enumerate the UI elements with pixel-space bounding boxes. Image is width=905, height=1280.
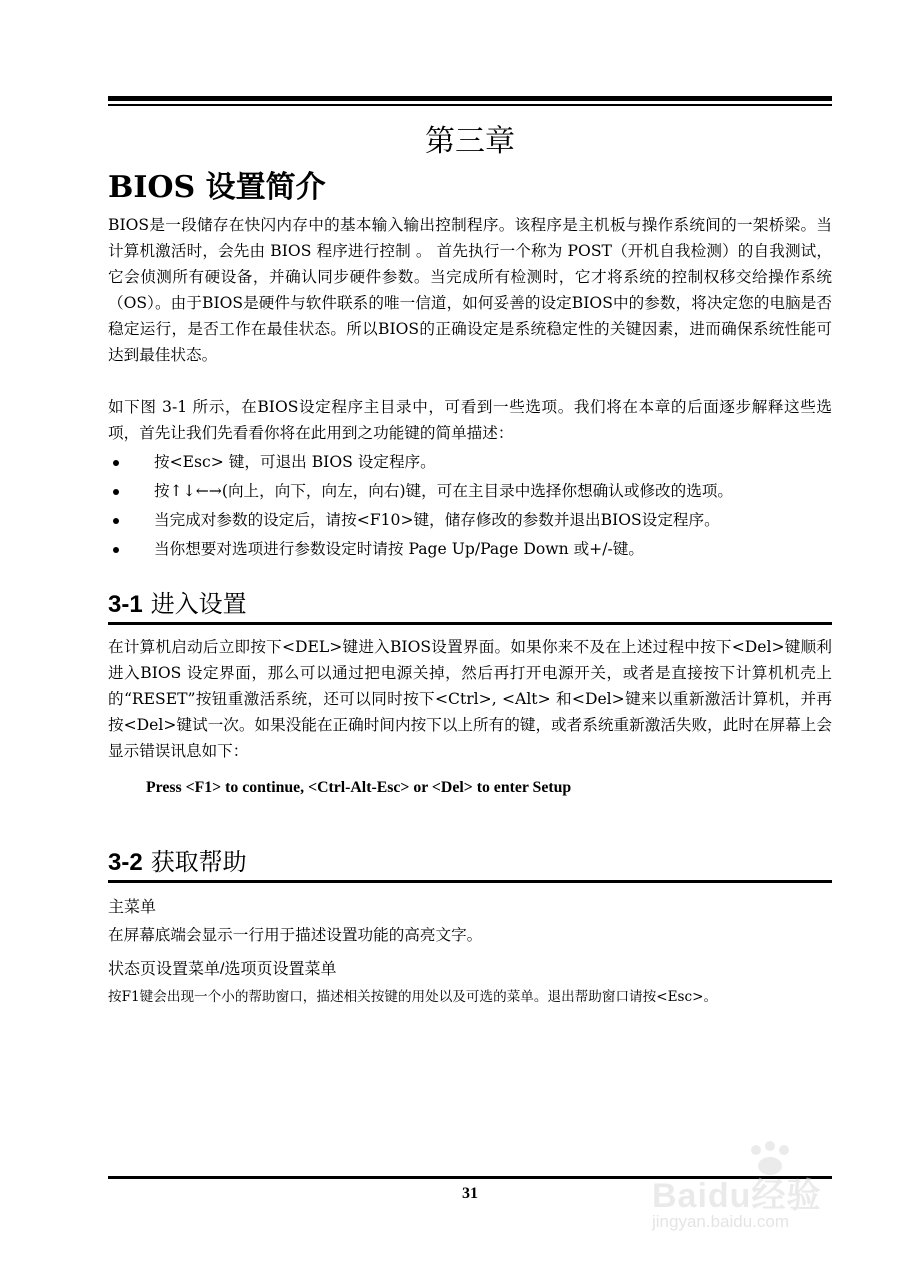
- watermark-logo: Baidu经验: [652, 1177, 822, 1215]
- status-menu-description: 按F1键会出现一个小的帮助窗口，描述相关按键的用处以及可选的菜单。退出帮助窗口请按<Esc>。: [108, 989, 718, 1005]
- section-title: 获取帮助: [150, 849, 247, 876]
- header-rule-thin: [108, 104, 832, 106]
- list-item: 当完成对参数的设定后，请按<F10>键，储存修改的参数并退出BIOS设定程序。: [108, 506, 832, 535]
- header-rule-thick: [108, 96, 832, 101]
- bullet-icon: [113, 460, 119, 466]
- section-heading-3-1: [108, 588, 832, 625]
- watermark-url: jingyan.baidu.com: [652, 1212, 790, 1231]
- page-number: 31: [462, 1185, 478, 1202]
- bullet-icon: [113, 518, 119, 524]
- subheading-main-menu: 主菜单: [108, 899, 157, 916]
- error-message: Press <F1> to continue, <Ctrl-Alt-Esc> or <Del> to enter Setup: [146, 779, 572, 796]
- main-menu-description: 在屏幕底端会显示一行用于描述设置功能的高亮文字。: [108, 926, 483, 944]
- bullet-icon: [113, 489, 119, 495]
- bullet-icon: [113, 547, 119, 553]
- section-number: 3-2: [108, 849, 143, 876]
- section1-paragraph: 在计算机启动后立即按下<DEL>键进入BIOS设置界面。如果你来不及在上述过程中按下<Del>键顺利进入BIOS 设定界面，那么可以通过把电源关掉，然后再打开电源开关，或者是直接按下计算机机壳上的“RESET”按钮重激活系统，还可以同时按下<Ctrl>, <Alt> 和<Del>键来以重新激活计算机，并再按<Del>键试一次。如果没能在正确时间内按下以上所有的键，或者系统重新激活失败，此时在屏幕上会显示错误讯息如下：: [108, 638, 832, 760]
- subheading-status-page-menu: 状态页设置菜单/选项页设置菜单: [108, 961, 337, 978]
- list-item: 按<Esc> 键，可退出 BIOS 设定程序。: [108, 448, 832, 477]
- section-title: 进入设置: [150, 591, 247, 618]
- list-item: 当你想要对选项进行参数设定时请按 Page Up/Page Down 或+/-键。: [108, 535, 832, 564]
- baidu-watermark: [640, 1140, 860, 1230]
- key-list: [108, 448, 832, 564]
- intro-paragraph-1: BIOS是一段储存在快闪内存中的基本输入输出控制程序。该程序是主机板与操作系统间的一架桥梁。当计算机激活时，会先由 BIOS 程序进行控制 。 首先执行一个称为 POST（开机自我检测）的自我测试，它会侦测所有硬设备，并确认同步硬件参数。当完成所有检测时，它才将系统的控制权移交给操作系统（OS）。由于BIOS是硬件与软件联系的唯一信道，如何妥善的设定BIOS中的参数，将决定您的电脑是否稳定运行，是否工作在最佳状态。所以BIOS的正确设定是系统稳定性的关键因素，进而确保系统性能可达到最佳状态。: [108, 216, 832, 364]
- section-heading-3-2: [108, 846, 832, 883]
- list-item: 按↑↓←→(向上，向下，向左，向右)键，可在主目录中选择你想确认或修改的选项。: [108, 477, 832, 506]
- page-heading: BIOS 设置简介: [108, 170, 326, 205]
- section-number: 3-1: [108, 591, 143, 618]
- chapter-title: 第三章: [425, 124, 515, 159]
- intro-paragraph-2: 如下图 3-1 所示，在BIOS设定程序主目录中，可看到一些选项。我们将在本章的后面逐步解释这些选项，首先让我们先看看你将在此用到之功能键的简单描述：: [108, 398, 832, 442]
